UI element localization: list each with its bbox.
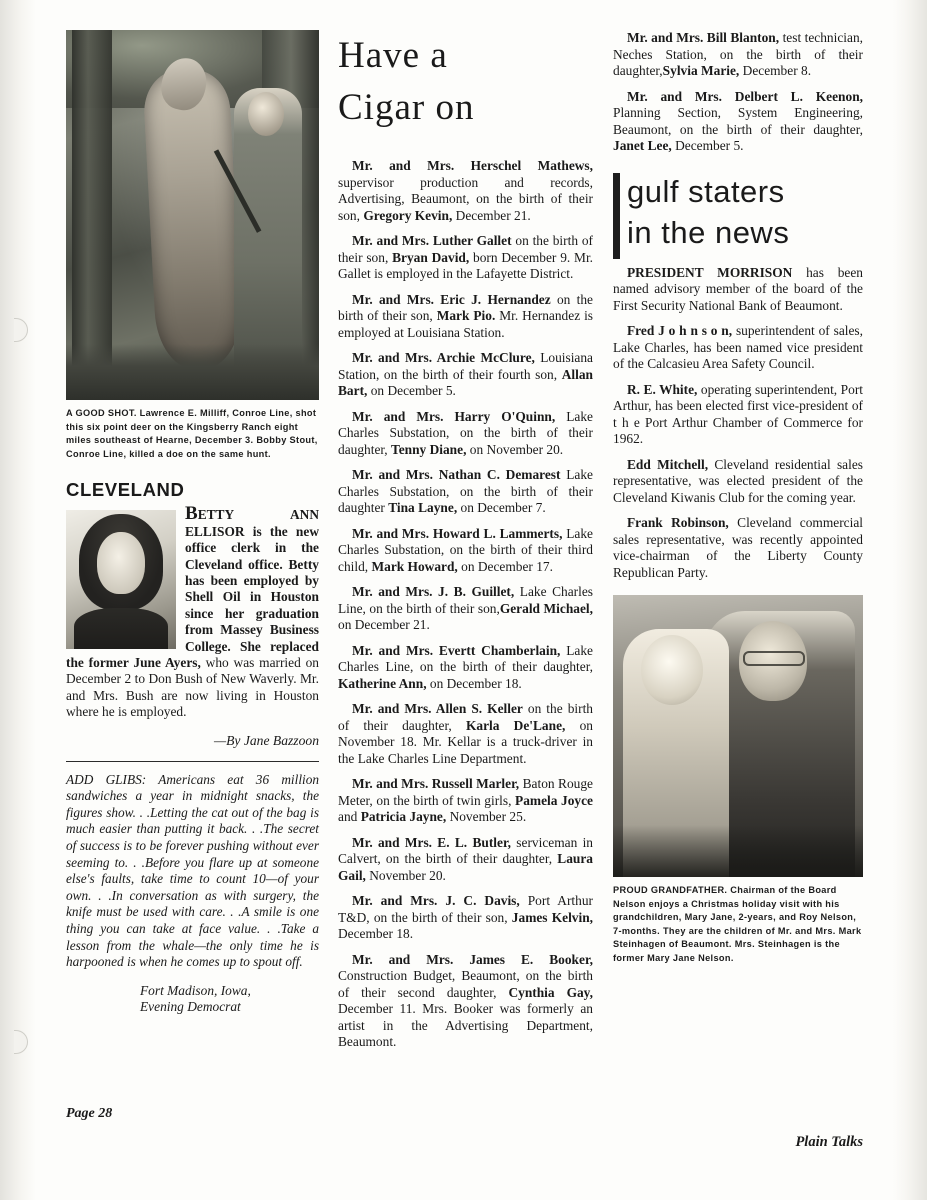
hunter-caption-text: Lawrence E. Milliff, Conroe Line, shot this six point deer on the Kingsberry Ranch eight miles southeast of Hearne, December 3. Bobby Stout, Conroe Line, killed a doe on the same hunt.	[66, 408, 318, 459]
news-items-list	[613, 265, 863, 582]
birth-announcement	[338, 409, 593, 459]
birth-announcement	[338, 526, 593, 576]
announcement-text: Louisiana Station, on the birth of their fourth son,	[338, 350, 593, 382]
parents-names: Mr. and Mrs. Herschel Mathews,	[352, 158, 593, 173]
child-name: Sylvia Marie,	[662, 63, 740, 78]
news-item-text: superintendent of sales, Lake Charles, has been named vice president of the Calcasieu Area Safety Council.	[613, 323, 863, 371]
hunter-with-deer-photo	[66, 30, 319, 400]
child-name: Laura Gail,	[338, 851, 593, 883]
announcement-tail-2: November 25.	[446, 809, 527, 824]
hole-punch-left-bottom	[14, 1030, 28, 1054]
section-heading-cleveland: CLEVELAND	[66, 479, 185, 501]
birth-announcement	[613, 30, 863, 80]
gulf-staters-banner	[613, 171, 863, 253]
birth-announcement	[338, 467, 593, 517]
banner-line-1: gulf staters	[627, 173, 785, 209]
headline-line-1: Have a	[338, 35, 448, 76]
news-item-lead: R. E. White,	[627, 381, 698, 397]
page-number: Page 28	[66, 1106, 113, 1121]
hole-punch-right-middle	[899, 585, 913, 609]
birth-announcement	[338, 584, 593, 634]
add-glibs-title: ADD GLIBS:	[66, 771, 147, 787]
proud-grandfather-photo	[613, 595, 863, 877]
birth-announcement	[338, 952, 593, 1051]
parents-names: Mr. and Mrs. Eric J. Hernandez	[352, 291, 551, 307]
hunter-caption-lead: A GOOD SHOT.	[66, 408, 137, 418]
parents-names: Mr. and Mrs. Bill Blanton,	[627, 30, 780, 45]
child-name: Tina Layne,	[388, 500, 458, 515]
news-item	[613, 265, 863, 315]
birth-announcement	[338, 776, 593, 826]
announcement-tail: on December 17.	[457, 558, 553, 574]
parents-names: Mr. and Mrs. James E. Booker,	[352, 951, 593, 967]
article-body: who was married on December 2 to Don Bush of New Waverly. Mr. and Mrs. Bush are now living in Houston where he is employed.	[66, 655, 319, 720]
announcement-text: test technician, Neches Station, on the birth of their daughter,	[613, 30, 863, 78]
article-byline: —By Jane Bazzoon	[214, 732, 319, 748]
child-name: James Kelvin,	[511, 909, 593, 925]
announcement-tail: on December 21.	[338, 617, 430, 632]
announcement-text: on the birth of their daughter,	[338, 701, 593, 733]
announcement-text: supervisor production and records, Advertising, Beaumont, on the birth of their son,	[338, 174, 593, 223]
announcement-text: on the birth of their son,	[338, 291, 593, 323]
announcement-text: Construction Budget, Beaumont, on the birth of their second daughter,	[338, 968, 593, 1000]
banner-bar	[613, 173, 620, 259]
child-name: Janet Lee,	[613, 138, 672, 153]
news-item	[613, 515, 863, 581]
announcement-tail: December 21.	[452, 207, 531, 223]
news-item-text: Cleveland commercial sales representative, was recently appointed vice-chairman of the Liberty County Republican Party.	[613, 515, 863, 580]
news-item	[613, 382, 863, 448]
announcement-text: Port Arthur T&D, on the birth of their son,	[338, 893, 593, 925]
announcement-tail: November 20.	[365, 867, 446, 883]
birth-announcement	[338, 233, 593, 283]
parents-names: Mr. and Mrs. Russell Marler,	[352, 776, 520, 791]
parents-names: Mr. and Mrs. Evertt Chamberlain,	[352, 642, 561, 658]
glibs-source-paper: Evening Democrat	[140, 999, 241, 1015]
news-item	[613, 457, 863, 507]
news-item-text: Cleveland residential sales representative, was elected president of the Cleveland Kiwanis Club for the coming year.	[613, 456, 863, 505]
parents-names: Mr. and Mrs. Luther Gallet	[352, 233, 512, 248]
announcement-tail: on November 18. Mr. Kellar is a truck-driver in the Lake Charles Line Department.	[338, 717, 593, 766]
birth-announcements-continued	[613, 30, 863, 155]
birth-announcement	[338, 292, 593, 342]
parents-names: Mr. and Mrs. Archie McClure,	[352, 350, 535, 365]
parents-names: Mr. and Mrs. Harry O'Quinn,	[352, 408, 556, 424]
headline-line-2: Cigar on	[338, 87, 475, 128]
child-name: Allan Bart,	[338, 366, 593, 398]
birth-announcement	[613, 89, 863, 155]
parents-names: Mr. and Mrs. Nathan C. Demarest	[352, 467, 561, 482]
announcement-text: Lake Charles Substation, on the birth of their third child,	[338, 525, 594, 574]
parents-names: Mr. and Mrs. E. L. Butler,	[352, 834, 512, 850]
hunter-photo-caption	[66, 407, 319, 461]
announcement-tail: December 18.	[338, 926, 414, 941]
column-right	[613, 30, 863, 966]
hole-punch-left-top	[14, 318, 28, 342]
news-item-text: operating superintendent, Port Arthur, has been elected first vice-president of t h e Port Arthur Chamber of Commerce for 1962.	[613, 381, 863, 446]
article-lead-name: ETTY ANN ELLISOR is the new office clerk in the Cleveland office. Betty has been employed by Shell Oil in Houston since her graduation from Massey Business College. She replaced the former	[66, 507, 319, 671]
parents-names: Mr. and Mrs. J. B. Guillet,	[352, 584, 515, 599]
birth-announcement	[338, 158, 593, 224]
announcement-text: Lake Charles Substation, on the birth of their daughter,	[338, 408, 593, 457]
child-name: Gregory Kevin,	[363, 207, 453, 223]
child-name: Mark Howard,	[371, 558, 458, 574]
add-glibs-block	[66, 772, 319, 971]
announcement-tail: December 11. Mrs. Booker was formerly an artist in the Advertising Department, Beaumont.	[338, 1001, 593, 1049]
news-item-lead: PRESIDENT MORRISON	[627, 264, 793, 280]
birth-announcement	[338, 701, 593, 767]
birth-announcements-list	[338, 158, 593, 1051]
announcement-text: Baton Rouge Meter, on the birth of twin girls,	[338, 776, 593, 808]
child-name: Cynthia Gay,	[508, 984, 593, 1000]
article-bold-name: June Ayers,	[133, 655, 201, 671]
news-item	[613, 323, 863, 373]
announcement-tail: and	[338, 809, 361, 824]
parents-names: Mr. and Mrs. Delbert L. Keenon,	[627, 88, 863, 104]
announcement-tail: Mr. Hernandez is employed at Louisiana Station.	[338, 308, 594, 340]
child-name: Mark Pio.	[436, 308, 496, 323]
announcement-tail: December 8.	[739, 63, 812, 78]
grandfather-caption-lead: PROUD GRANDFATHER.	[613, 885, 728, 895]
column-center	[338, 30, 593, 1060]
announcement-tail: on November 20.	[466, 441, 564, 457]
cleveland-article	[66, 503, 319, 720]
announcement-text: Lake Charles Substation, on the birth of their daughter	[338, 467, 593, 515]
hole-punch-right-bottom	[899, 1015, 913, 1039]
announcement-text: Lake Charles Line, on the birth of their son,	[338, 584, 593, 616]
betty-ann-ellisor-portrait	[66, 510, 176, 649]
child-name: Gerald Michael,	[499, 600, 593, 616]
parents-names: Mr. and Mrs. Howard L. Lammerts,	[352, 525, 563, 541]
grandfather-caption-text: Chairman of the Board Nelson enjoys a Christmas holiday visit with his grandchildren, Mary Jane, 2-years, and Roy Nelson, 7-months. They are the children of Mr. and Mrs. Mark Steinhagen of Beaumont. Mrs. Steinhagen is the former Mary Jane Nelson.	[613, 885, 862, 963]
add-glibs-source	[66, 983, 319, 1016]
publication-name: Plain Talks	[795, 1134, 863, 1150]
parents-names: Mr. and Mrs. J. C. Davis,	[352, 893, 520, 908]
headline-have-a-cigar-on	[338, 30, 593, 134]
child-name: Pamela Joyce	[515, 792, 593, 808]
birth-announcement	[338, 643, 593, 693]
announcement-tail: on December 7.	[457, 500, 546, 515]
banner-line-2: in the news	[627, 214, 790, 250]
child-name: Tenny Diane,	[391, 441, 467, 457]
announcement-text: Planning Section, System Engineering, Beaumont, on the birth of their daughter,	[613, 105, 863, 137]
article-dropcap: B	[185, 503, 198, 525]
child-name: Katherine Ann,	[338, 675, 427, 691]
birth-announcement	[338, 835, 593, 885]
news-item-lead: Edd Mitchell,	[627, 456, 709, 472]
announcement-text: Lake Charles Line, on the birth of their daughter,	[338, 642, 593, 674]
news-item-text: has been named advisory member of the board of the First Security National Bank of Beaumont.	[613, 264, 864, 313]
announcement-tail: on December 18.	[426, 675, 522, 691]
child-name-2: Patricia Jayne,	[360, 809, 447, 824]
birth-announcement	[338, 893, 593, 943]
birth-announcement	[338, 350, 593, 400]
glibs-source-city: Fort Madison, Iowa,	[140, 982, 251, 998]
announcement-tail: December 5.	[671, 138, 744, 153]
news-item-lead: Frank Robinson,	[627, 515, 729, 530]
announcement-tail: on December 5.	[367, 383, 456, 398]
divider-rule	[66, 761, 319, 762]
child-name: Karla De'Lane,	[465, 717, 566, 733]
announcement-text: on the birth of their son,	[338, 233, 593, 265]
news-item-lead: Fred J o h n s o n,	[627, 323, 733, 338]
add-glibs-text: Americans eat 36 million sandwiches a year in midnight snacks, the figures show. . .Letting the cat out of the bag is much easier than putting it back. . .The secret of success is to be forever pushing without ever seeming to. . .Before you flare up at someone else's faults, take time to count 10—of your own. . .In conversation as with surgery, the knife must be used with care. . .A smile is one thing you can take at face value. . .Take a lesson from the whale—the only time he is harpooned is when he comes up to spout off.	[66, 771, 320, 970]
announcement-tail: born December 9. Mr. Gallet is employed in the Lafayette District.	[338, 249, 594, 281]
column-left	[66, 30, 319, 1016]
child-name: Bryan David,	[392, 249, 470, 265]
parents-names: Mr. and Mrs. Allen S. Keller	[352, 701, 523, 716]
grandfather-photo-caption	[613, 884, 863, 966]
announcement-text: serviceman in Calvert, on the birth of their daughter,	[338, 834, 593, 866]
hole-punch-right-top	[899, 170, 913, 194]
